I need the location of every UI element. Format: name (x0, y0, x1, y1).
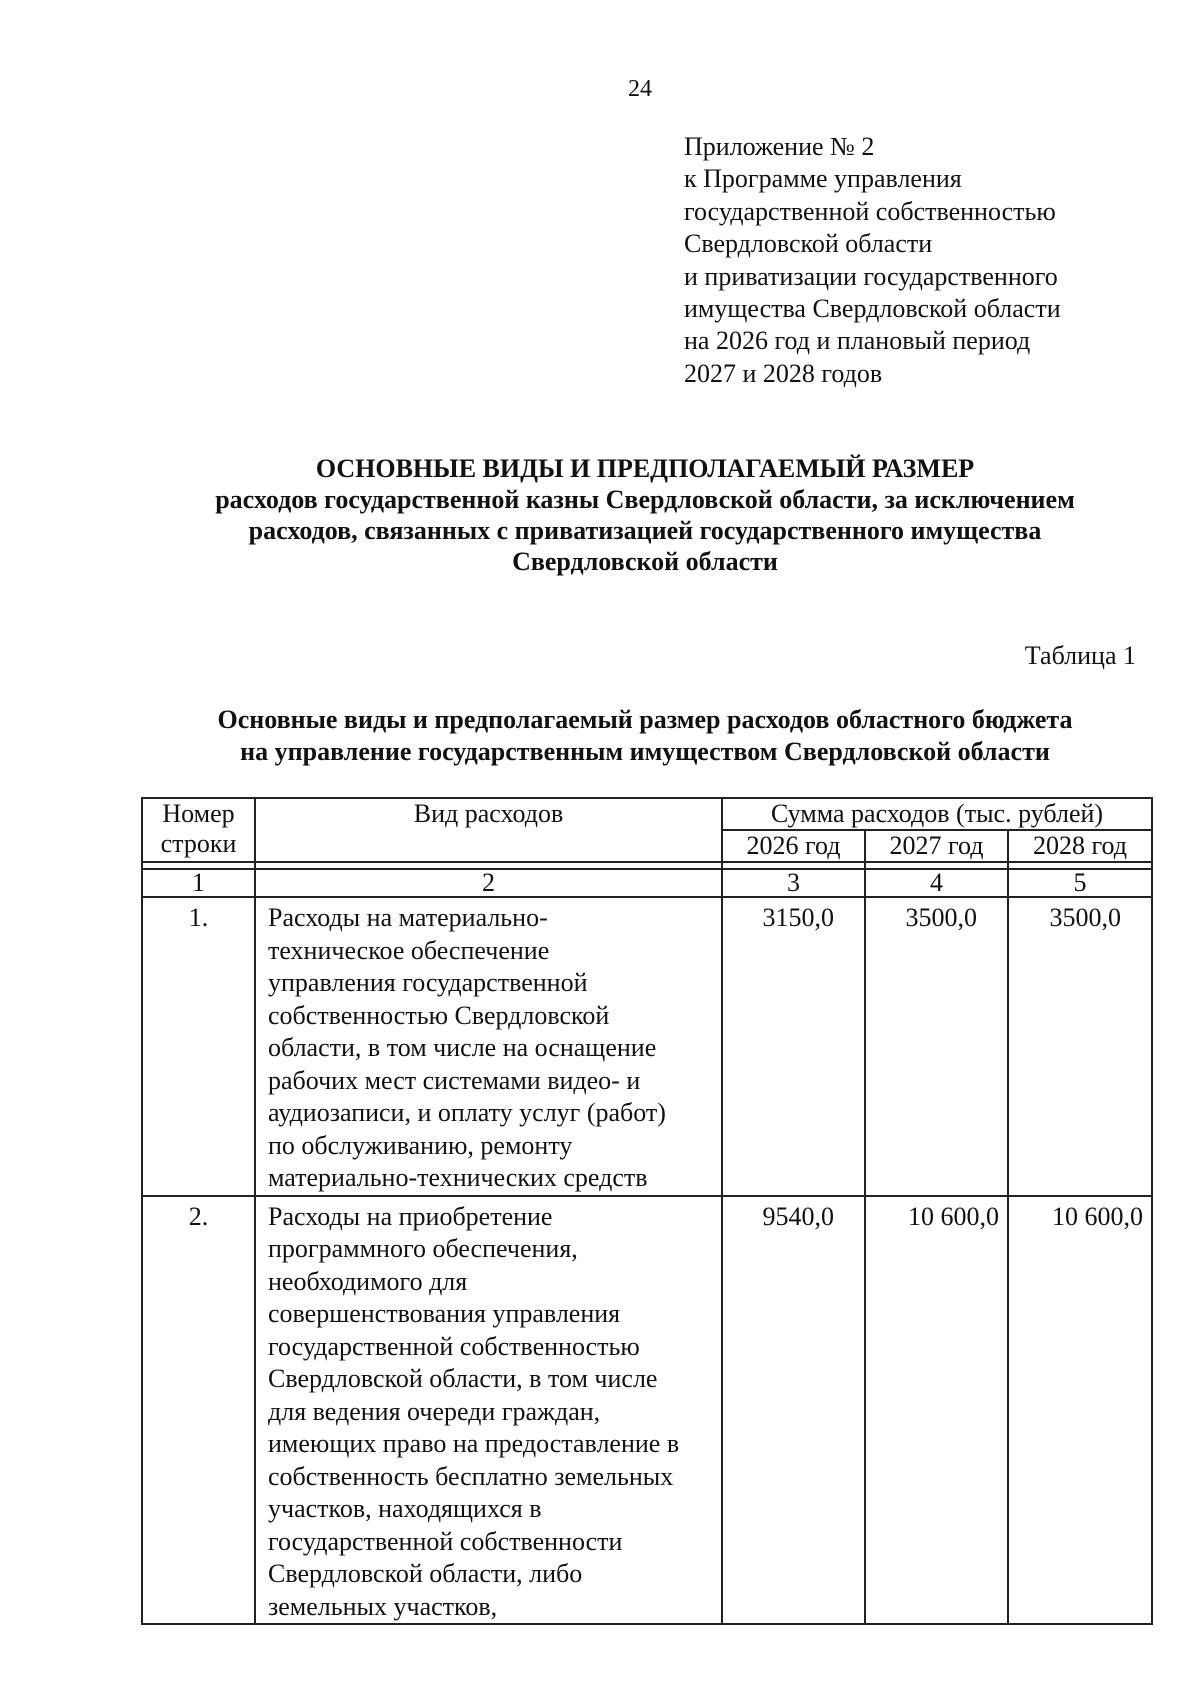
table-label: Таблица 1 (1024, 641, 1136, 670)
table-row (142, 1196, 1152, 1625)
row-description-line: аудиозаписи, и оплату услуг (работ) (268, 1098, 666, 1127)
appendix-line: имущества Свердловской области (684, 294, 1061, 324)
row-number: 1. (142, 897, 255, 1196)
column-number: 1 (142, 869, 255, 897)
appendix-line: государственной собственностью (684, 196, 1056, 226)
row-description-line: совершенствования управления (268, 1299, 621, 1328)
row-description-line: земельных участков, (268, 1591, 498, 1621)
page-number: 24 (628, 76, 652, 102)
table-header-gap (142, 862, 1152, 869)
row-description-line: материально-технических средств (268, 1163, 648, 1192)
document-title-line: ОСНОВНЫЕ ВИДЫ И ПРЕДПОЛАГАЕМЫЙ РАЗМЕР (315, 454, 975, 483)
row-description-line: Свердловской области, в том числе (268, 1364, 658, 1393)
amount-2027: 10 600,0 (865, 1196, 1008, 1625)
document-title-line: расходов, связанных с приватизацией государственного имущества (248, 516, 1042, 545)
row-description-line: управления государственной (268, 968, 588, 997)
table-row (142, 897, 1152, 1196)
row-description-line: собственностью Свердловской (268, 1000, 610, 1030)
expenses-table (141, 797, 1153, 1625)
row-description (255, 897, 722, 1196)
appendix-line: и приватизации государственного (684, 261, 1058, 291)
document-title-line: расходов государственной казны Свердловской области, за исключением (215, 485, 1075, 514)
appendix-line: к Программе управления (684, 164, 962, 194)
row-description-line: области, в том числе на оснащение (268, 1033, 657, 1062)
appendix-line: на 2026 год и плановый период (684, 326, 1031, 356)
column-number: 4 (865, 869, 1008, 897)
row-description-line: по обслуживанию, ремонту (268, 1130, 573, 1160)
table-title (130, 704, 1160, 768)
amount-2028: 10 600,0 (1008, 1196, 1152, 1625)
row-number: 2. (142, 1196, 255, 1625)
header-expense-type: Вид расходов (255, 798, 722, 862)
row-description-line: государственной собственностью (268, 1331, 640, 1361)
table-title-line: Основные виды и предполагаемый размер расходов областного бюджета (217, 705, 1073, 734)
row-description (255, 1196, 722, 1625)
row-description-line: Расходы на материально- (268, 903, 548, 932)
appendix-line: Приложение № 2 (684, 132, 875, 161)
table-title-line: на управление государственным имуществом Свердловской области (240, 737, 1050, 766)
row-description-line: Расходы на приобретение (268, 1201, 553, 1231)
header-year: 2028 год (1008, 830, 1152, 862)
header-amount-group: Сумма расходов (тыс. рублей) (722, 798, 1152, 830)
row-description-line: рабочих мест системами видео- и (268, 1065, 641, 1095)
column-numbers-row (142, 869, 1152, 897)
column-number: 2 (255, 869, 722, 897)
row-description-line: участков, находящихся в (268, 1494, 542, 1523)
table-header-row (142, 798, 1152, 830)
header-year: 2027 год (865, 830, 1008, 862)
row-description-line: программного обеспечения, (268, 1234, 578, 1263)
amount-2026: 9540,0 (722, 1196, 865, 1625)
row-description-line: необходимого для (268, 1266, 468, 1296)
row-description-line: для ведения очереди граждан, (268, 1396, 601, 1426)
row-description-line: техническое обеспечение (268, 935, 550, 965)
row-description-line: Свердловской области, либо (268, 1559, 583, 1588)
appendix-line: Свердловской области (684, 229, 933, 259)
header-row-number: Номер строки (142, 798, 255, 862)
document-title (120, 453, 1170, 577)
amount-2028: 3500,0 (1008, 897, 1152, 1196)
appendix-line: 2027 и 2028 годов (684, 358, 883, 388)
column-number: 5 (1008, 869, 1152, 897)
appendix-block (684, 131, 1061, 390)
amount-2026: 3150,0 (722, 897, 865, 1196)
header-year: 2026 год (722, 830, 865, 862)
amount-2027: 3500,0 (865, 897, 1008, 1196)
document-title-line: Свердловской области (512, 547, 778, 576)
row-description-line: государственной собственности (268, 1526, 623, 1556)
row-description-line: имеющих право на предоставление в (268, 1429, 680, 1458)
column-number: 3 (722, 869, 865, 897)
row-description-line: собственность бесплатно земельных (268, 1461, 674, 1491)
